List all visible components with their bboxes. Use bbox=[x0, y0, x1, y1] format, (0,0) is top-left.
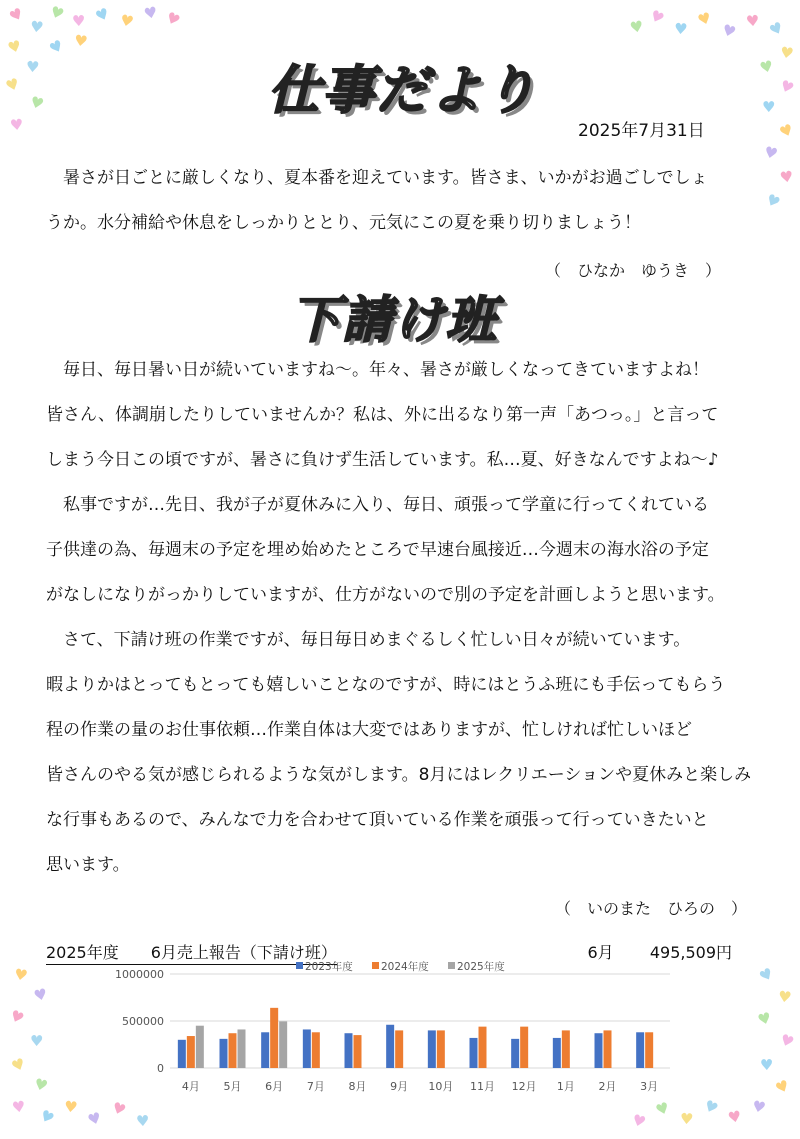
heart-icon: ♥ bbox=[63, 1097, 79, 1117]
chart-bar bbox=[395, 1030, 403, 1068]
x-tick-label: 6月 bbox=[265, 1080, 284, 1093]
heart-icon: ♥ bbox=[8, 1054, 29, 1076]
heart-icon: ♥ bbox=[766, 17, 787, 41]
heart-icon: ♥ bbox=[47, 2, 67, 24]
chart-bar bbox=[229, 1033, 237, 1068]
legend-label: 2025年度 bbox=[457, 961, 505, 973]
sales-bar-chart bbox=[110, 960, 690, 1100]
heart-icon: ♥ bbox=[745, 11, 761, 31]
body-line: な行事もあるので、みんなで力を合わせて頂いている作業を頑張って行っていきたいと bbox=[46, 810, 709, 830]
body-line: 皆さんのやる気が感じられるような気がします。8月にはレクリエーションや夏休みと楽しみ bbox=[46, 765, 752, 785]
heart-icon: ♥ bbox=[9, 115, 25, 135]
y-tick-label: 500000 bbox=[122, 1015, 164, 1028]
body-line: さて、下請け班の作業ですが、毎日毎日めまぐるしく忙しい日々が続いています。 bbox=[46, 630, 691, 650]
x-tick-label: 11月 bbox=[470, 1080, 495, 1093]
heart-icon: ♥ bbox=[36, 1105, 58, 1129]
chart-bar bbox=[270, 1008, 278, 1068]
legend-swatch bbox=[372, 962, 379, 969]
x-tick-label: 2月 bbox=[598, 1080, 617, 1093]
x-tick-label: 1月 bbox=[556, 1080, 575, 1093]
chart-bar bbox=[386, 1025, 394, 1068]
section-author: （ いのまた ひろの ） bbox=[555, 899, 748, 918]
report-heading: 2025年度 6月売上報告（下請け班） bbox=[46, 940, 337, 965]
heart-icon: ♥ bbox=[85, 1108, 104, 1130]
report-month: 6月 bbox=[587, 943, 614, 962]
chart-bar bbox=[354, 1035, 362, 1068]
heart-icon: ♥ bbox=[750, 1096, 768, 1118]
x-tick-label: 8月 bbox=[348, 1080, 367, 1093]
heart-icon: ♥ bbox=[777, 76, 797, 98]
heart-icon: ♥ bbox=[653, 1098, 672, 1120]
heart-icon: ♥ bbox=[778, 43, 795, 63]
chart-bar bbox=[187, 1036, 195, 1068]
x-tick-label: 3月 bbox=[640, 1080, 659, 1093]
chart-bar bbox=[428, 1030, 436, 1068]
heart-icon: ♥ bbox=[646, 5, 668, 29]
heart-icon: ♥ bbox=[142, 2, 159, 24]
heart-icon: ♥ bbox=[7, 1006, 27, 1029]
chart-bar bbox=[279, 1021, 287, 1068]
chart-bar bbox=[553, 1038, 561, 1068]
chart-bar bbox=[520, 1027, 528, 1068]
section-body bbox=[46, 348, 758, 888]
heart-icon: ♥ bbox=[6, 3, 27, 27]
x-tick-label: 9月 bbox=[390, 1080, 409, 1093]
chart-bar bbox=[220, 1039, 228, 1068]
legend-label: 2023年度 bbox=[305, 961, 353, 973]
heart-icon: ♥ bbox=[29, 17, 45, 37]
intro-paragraph bbox=[46, 156, 758, 246]
intro-line: うか。水分補給や休息をしっかりととり、元気にこの夏を乗り切りましょう！ bbox=[46, 213, 641, 233]
heart-icon: ♥ bbox=[10, 1097, 27, 1117]
heart-icon: ♥ bbox=[72, 31, 89, 51]
y-tick-label: 0 bbox=[157, 1062, 164, 1075]
heart-icon: ♥ bbox=[32, 984, 50, 1006]
heart-icon: ♥ bbox=[25, 57, 40, 77]
heart-icon: ♥ bbox=[719, 20, 739, 42]
chart-bar bbox=[595, 1033, 603, 1068]
heart-icon: ♥ bbox=[118, 10, 136, 32]
heart-icon: ♥ bbox=[778, 167, 795, 187]
heart-icon: ♥ bbox=[726, 1106, 743, 1128]
chart-bar bbox=[437, 1030, 445, 1068]
heart-icon: ♥ bbox=[679, 1109, 694, 1129]
chart-bar bbox=[511, 1039, 519, 1068]
heart-icon: ♥ bbox=[29, 1031, 44, 1051]
chart-bar bbox=[238, 1029, 246, 1068]
heart-icon: ♥ bbox=[762, 98, 776, 116]
chart-bar bbox=[303, 1029, 311, 1068]
body-line: 思います。 bbox=[46, 855, 130, 875]
heart-icon: ♥ bbox=[71, 11, 86, 31]
body-line: 皆さん、体調崩したりしていませんか？私は、外に出るなり第一声「あつっ。」と言って bbox=[46, 405, 719, 425]
heart-icon: ♥ bbox=[762, 189, 784, 213]
chart-bar bbox=[636, 1032, 644, 1068]
chart-bar bbox=[479, 1027, 487, 1068]
chart-bar bbox=[345, 1033, 353, 1068]
x-tick-label: 5月 bbox=[223, 1080, 242, 1093]
intro-author: （ ひなか ゆうき ） bbox=[545, 261, 722, 280]
chart-bar bbox=[562, 1030, 570, 1068]
x-tick-label: 10月 bbox=[428, 1080, 454, 1093]
chart-bar bbox=[470, 1038, 478, 1068]
heart-icon: ♥ bbox=[46, 35, 67, 59]
legend-label: 2024年度 bbox=[381, 961, 429, 973]
heart-border-top-left bbox=[0, 0, 200, 150]
heart-icon: ♥ bbox=[3, 74, 22, 96]
body-line: がなしになりがっかりしていますが、仕方がないので別の予定を計画しようと思います。 bbox=[46, 585, 725, 605]
newsletter-title: 仕事だより bbox=[268, 61, 539, 121]
issue-date: 2025年7月31日 bbox=[578, 121, 705, 141]
heart-icon: ♥ bbox=[629, 1110, 648, 1132]
x-tick-label: 4月 bbox=[181, 1080, 200, 1093]
body-line: しまう今日この頃ですが、暑さに負けず生活しています。私…夏、好きなんですよね～♪ bbox=[46, 450, 719, 470]
body-line: 子供達の為、毎週末の予定を埋め始めたところで早速台風接近…今週末の海水浴の予定 bbox=[46, 540, 709, 560]
legend-swatch bbox=[296, 962, 303, 969]
heart-icon: ♥ bbox=[109, 1098, 129, 1120]
chart-bar bbox=[196, 1026, 204, 1068]
heart-icon: ♥ bbox=[757, 56, 776, 78]
body-line: 暇よりかはとってもとっても嬉しいことなのですが、時にはとうふ班にも手伝ってもらう bbox=[46, 675, 726, 695]
chart-bar bbox=[312, 1032, 320, 1068]
section-title: 下請け班 bbox=[290, 291, 498, 349]
heart-icon: ♥ bbox=[162, 8, 183, 31]
heart-icon: ♥ bbox=[628, 16, 645, 38]
intro-line: 暑さが日ごとに厳しくなり、夏本番を迎えています。皆さま、いかがお過ごしでしょ bbox=[46, 168, 708, 188]
heart-icon: ♥ bbox=[32, 1074, 50, 1096]
heart-icon: ♥ bbox=[759, 1055, 774, 1075]
x-tick-label: 7月 bbox=[306, 1080, 325, 1093]
y-tick-label: 1000000 bbox=[115, 968, 164, 981]
heart-icon: ♥ bbox=[5, 36, 24, 58]
heart-icon: ♥ bbox=[776, 120, 797, 142]
heart-icon: ♥ bbox=[755, 1008, 774, 1030]
body-line: 私事ですが…先日、我が子が夏休みに入り、毎日、頑張って学童に行ってくれている bbox=[46, 495, 709, 515]
legend-swatch bbox=[448, 962, 455, 969]
body-line: 程の作業の量のお仕事依頼…作業自体は大変ではありますが、忙しければ忙しいほど bbox=[46, 720, 692, 740]
heart-icon: ♥ bbox=[92, 4, 113, 27]
heart-icon: ♥ bbox=[777, 1030, 797, 1052]
report-amount: 495,509円 bbox=[649, 943, 732, 962]
chart-bar bbox=[645, 1032, 653, 1068]
heart-icon: ♥ bbox=[673, 19, 689, 39]
heart-icon: ♥ bbox=[762, 142, 780, 164]
heart-icon: ♥ bbox=[12, 964, 30, 986]
heart-icon: ♥ bbox=[772, 1076, 793, 1099]
x-tick-label: 12月 bbox=[511, 1080, 537, 1093]
heart-icon: ♥ bbox=[777, 987, 793, 1007]
heart-icon: ♥ bbox=[135, 1111, 150, 1131]
heart-icon: ♥ bbox=[695, 8, 714, 30]
chart-bar bbox=[604, 1030, 612, 1068]
body-line: 毎日、毎日暑い日が続いていますね～。年々、暑さが厳しくなってきていますよね！ bbox=[46, 360, 709, 380]
heart-icon: ♥ bbox=[756, 963, 777, 987]
heart-icon: ♥ bbox=[27, 92, 46, 114]
chart-bar bbox=[178, 1040, 186, 1068]
heart-icon: ♥ bbox=[700, 1096, 721, 1119]
chart-bar bbox=[261, 1032, 269, 1068]
